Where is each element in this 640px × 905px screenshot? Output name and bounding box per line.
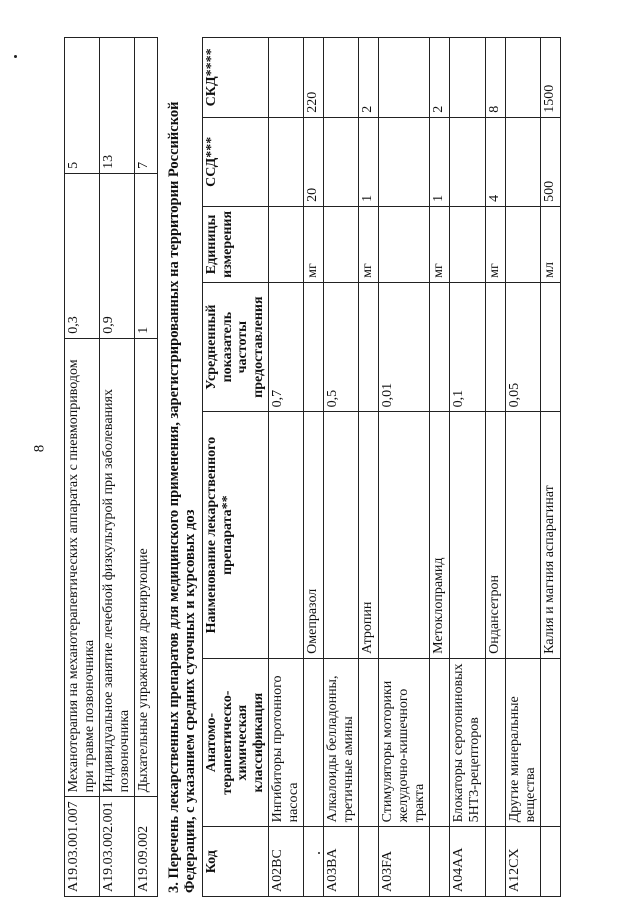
service-frequency: 0,3 — [65, 173, 100, 338]
drug-skd: 1500 — [540, 38, 560, 118]
table-row — [430, 38, 450, 897]
atc-group: Блокаторы серотониновых 5HT3-рецепторов — [450, 658, 485, 827]
drug-ssd: 4 — [485, 117, 505, 206]
drugs-table — [202, 37, 561, 897]
header-atc: Анатомо-терапевтическо-химическая классификация — [203, 658, 269, 827]
drug-name: Ондансетрон — [485, 412, 505, 658]
table-row — [359, 38, 379, 897]
drug-skd: 8 — [485, 38, 505, 118]
atc-code: A12CX — [505, 827, 540, 897]
empty-cell — [303, 827, 323, 897]
header-unit: Единицы измерения — [203, 206, 269, 282]
page-number: 8 — [31, 444, 48, 453]
service-code: A19.03.002.001 — [100, 797, 135, 897]
header-ssd: ССД*** — [203, 117, 269, 206]
table-row — [379, 38, 430, 897]
empty-cell — [540, 827, 560, 897]
table-header-row — [203, 38, 269, 897]
service-name: Механотерапия на механотерапевтических аппаратах с пневмоприводом при травме позвоночника — [65, 338, 100, 797]
drug-name: Калия и магния аспарагинат — [540, 412, 560, 658]
empty-cell — [379, 412, 430, 658]
header-code: Код — [203, 827, 269, 897]
frequency: 0,5 — [323, 282, 358, 412]
atc-code: A03BA — [323, 827, 358, 897]
frequency: 0,05 — [505, 282, 540, 412]
empty-cell — [430, 658, 450, 827]
service-name: Дыхательные упражнения дренирующие — [135, 338, 158, 797]
empty-cell — [485, 827, 505, 897]
empty-cell — [540, 282, 560, 412]
atc-group: Стимуляторы моторики желудочно-кишечного тракта — [379, 658, 430, 827]
empty-cell — [450, 206, 485, 282]
drug-name: Атропин — [359, 412, 379, 658]
empty-cell — [430, 827, 450, 897]
atc-group: Ингибиторы протонного насоса — [268, 658, 303, 827]
empty-cell — [505, 206, 540, 282]
empty-cell — [323, 117, 358, 206]
table-row — [323, 38, 358, 897]
drug-ssd: 20 — [303, 117, 323, 206]
empty-cell — [323, 206, 358, 282]
table-row — [303, 38, 323, 897]
empty-cell — [268, 412, 303, 658]
drug-ssd: 1 — [359, 117, 379, 206]
table-row — [540, 38, 560, 897]
empty-cell — [430, 282, 450, 412]
empty-cell — [379, 38, 430, 118]
atc-code: A04AA — [450, 827, 485, 897]
empty-cell — [303, 658, 323, 827]
empty-cell — [379, 117, 430, 206]
service-code: A19.09.002 — [135, 797, 158, 897]
empty-cell — [268, 38, 303, 118]
service-multiplicity: 13 — [100, 38, 135, 174]
table-row — [450, 38, 485, 897]
frequency: 0,01 — [379, 282, 430, 412]
table-row — [135, 38, 158, 897]
empty-cell — [450, 38, 485, 118]
empty-cell — [485, 658, 505, 827]
drug-ssd: 500 — [540, 117, 560, 206]
section-title: 3. Перечень лекарственных препаратов для медицинского применения, зарегистрированных на территории Российской Федерации, с указанием средних суточных и курсовых доз — [166, 101, 199, 893]
drug-unit: мг — [485, 206, 505, 282]
empty-cell — [505, 117, 540, 206]
empty-cell — [485, 282, 505, 412]
empty-cell — [303, 282, 323, 412]
empty-cell — [268, 117, 303, 206]
empty-cell — [505, 38, 540, 118]
table-row — [485, 38, 505, 897]
drug-name: Метоклопрамид — [430, 412, 450, 658]
empty-cell — [359, 282, 379, 412]
service-frequency: 0,9 — [100, 173, 135, 338]
service-multiplicity: 5 — [65, 38, 100, 174]
drug-unit: мл — [540, 206, 560, 282]
empty-cell — [323, 38, 358, 118]
empty-cell — [540, 658, 560, 827]
empty-cell — [323, 412, 358, 658]
service-name: Индивидуальное занятие лечебной физкультурой при заболеваниях позвоночника — [100, 338, 135, 797]
drug-skd: 220 — [303, 38, 323, 118]
service-code: A19.03.001.007 — [65, 797, 100, 897]
header-drug: Наименование лекарственного препарата** — [203, 412, 269, 658]
drug-name: Омепразол — [303, 412, 323, 658]
empty-cell — [450, 412, 485, 658]
empty-cell — [450, 117, 485, 206]
atc-group: Другие минеральные вещества — [505, 658, 540, 827]
empty-cell — [379, 206, 430, 282]
drug-skd: 2 — [430, 38, 450, 118]
header-skd: СКД**** — [203, 38, 269, 118]
empty-cell — [268, 206, 303, 282]
atc-code: A03FA — [379, 827, 430, 897]
frequency: 0,1 — [450, 282, 485, 412]
frequency: 0,7 — [268, 282, 303, 412]
header-frequency: Усредненный показатель частоты предоставления — [203, 282, 269, 412]
table-row — [505, 38, 540, 897]
table-row — [65, 38, 100, 897]
services-table — [64, 37, 158, 897]
drug-unit: мг — [430, 206, 450, 282]
empty-cell — [505, 412, 540, 658]
service-frequency: 1 — [135, 173, 158, 338]
scan-speck — [14, 55, 17, 58]
drug-skd: 2 — [359, 38, 379, 118]
atc-group: Алкалоиды белладонны, третичные амины — [323, 658, 358, 827]
empty-cell — [359, 827, 379, 897]
atc-code: A02BC — [268, 827, 303, 897]
table-row — [100, 38, 135, 897]
empty-cell — [359, 658, 379, 827]
table-row — [268, 38, 303, 897]
drug-ssd: 1 — [430, 117, 450, 206]
service-multiplicity: 7 — [135, 38, 158, 174]
drug-unit: мг — [359, 206, 379, 282]
drug-unit: мг — [303, 206, 323, 282]
